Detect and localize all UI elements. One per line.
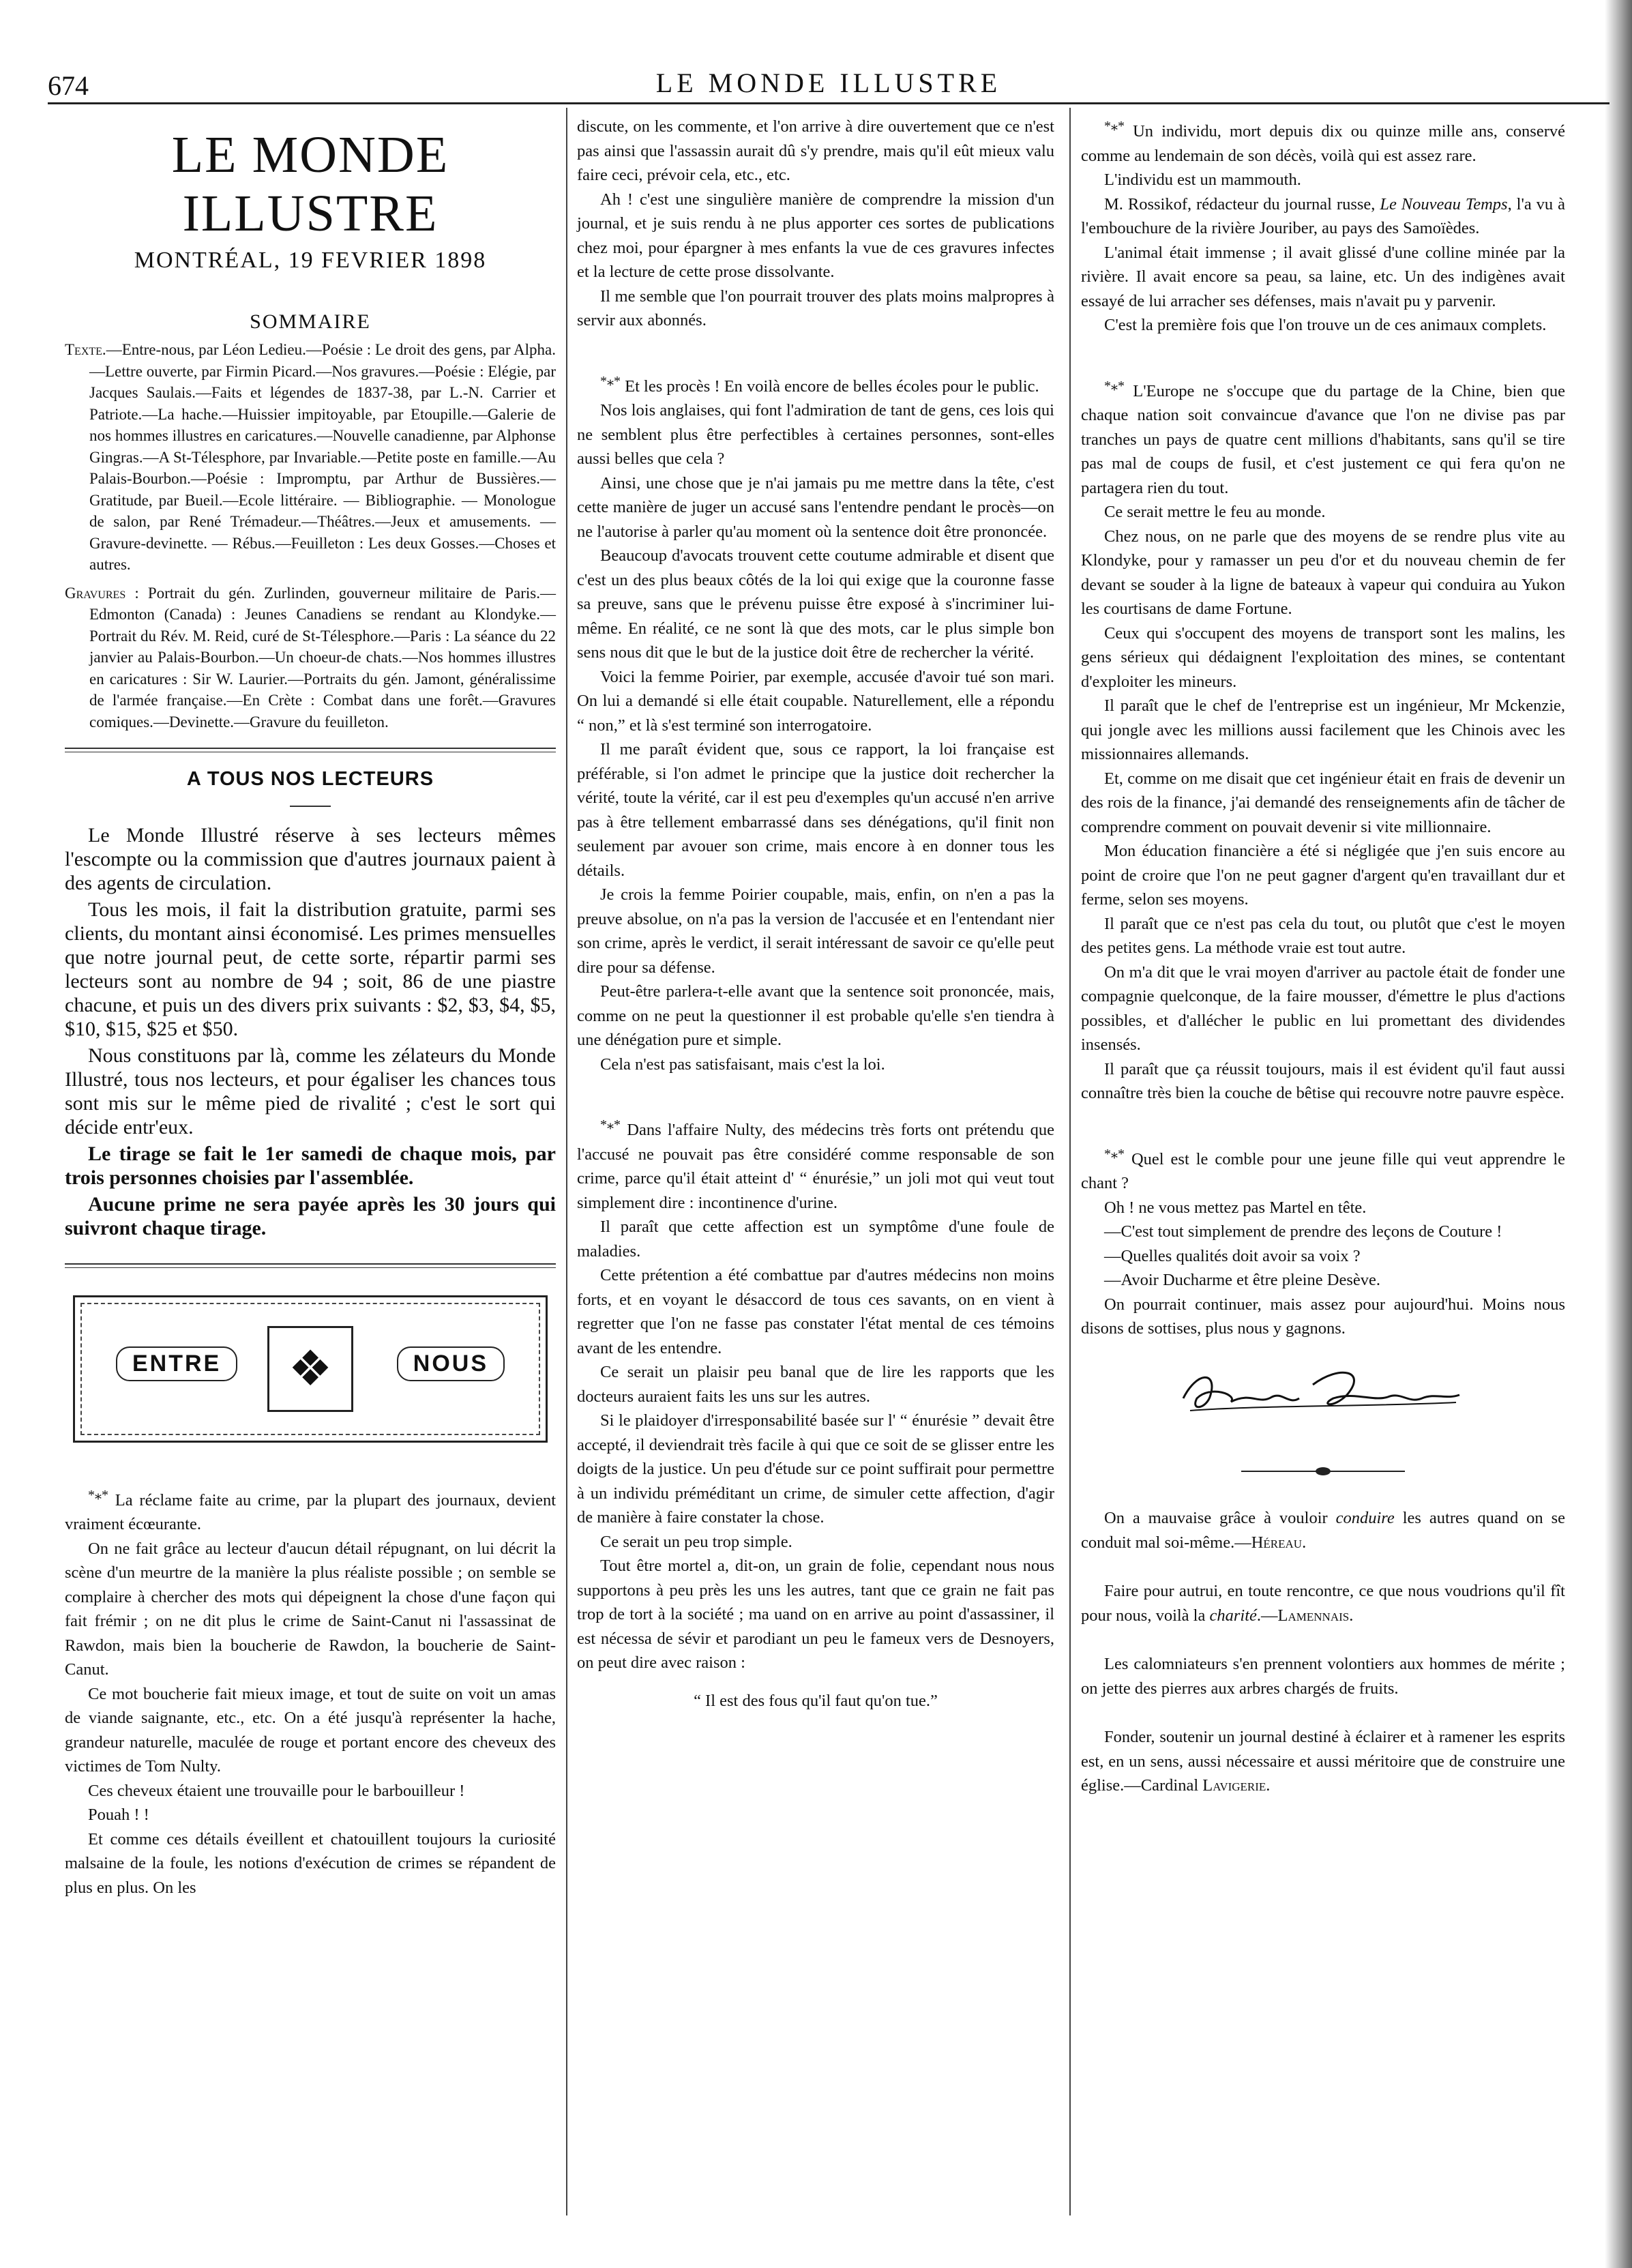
maxim: Fonder, soutenir un journal destiné à éclairer et à ramener les esprits est, en un sens, aussi nécessaire et aussi méritoire que de construire une église.—Cardinal Lavigerie. — [1081, 1728, 1565, 1795]
article-paragraph: Ah ! c'est une singulière manière de comprendre la mission d'un journal, et je suis rendu à ne plus apporter ces sortes de publications chez moi, pour épargner à mes enfants la vue de ces gravures infectes et la lecture de cette prose dissolvante. — [577, 190, 1054, 281]
maxim: On a mauvaise grâce à vouloir conduire les autres quand on se conduit mal soi-même.—Héreau. — [1081, 1509, 1565, 1552]
maxim-author: Lamennais. — [1277, 1606, 1354, 1625]
masthead-dateline: MONTRÉAL, 19 FEVRIER 1898 — [134, 248, 487, 273]
article-paragraph: On pourrait continuer, mais assez pour aujourd'hui. Moins nous disons de sottises, plus nous y gagnons. — [1081, 1295, 1565, 1338]
running-header — [48, 67, 1609, 101]
maxim: Faire pour autrui, en toute rencontre, ce que nous voudrions qu'il fît pour nous, voilà la charité.—Lamennais. — [1081, 1582, 1565, 1625]
article-paragraph: Il paraît que ce n'est pas cela du tout, ou plutôt que c'est le moyen des petites gens. La méthode vraie est tout autre. — [1081, 914, 1565, 958]
article-paragraph: Et, comme on me disait que cet ingénieur était en frais de devenir un des rois de la finance, j'ai demandé des renseignements afin de tâcher de comprendre comment on pouvait devenir si vite millionnaire. — [1081, 769, 1565, 836]
diamond-ornament-rule-icon — [1241, 1467, 1405, 1476]
article-paragraph: Il me paraît évident que, sous ce rapport, la loi française est préférable, si l'on admet le principe que la justice doit rechercher la vérité, toute la vérité, car il est peu d'exemples qu'un accusé n'en arrive pas à être tellement embarrassé dans ses dénégations, qu'il finit non seulement par avouer son crime, mais encore à en donner tous les détails. — [577, 740, 1054, 880]
article-paragraph: Il paraît que le chef de l'entreprise est un ingénieur, Mr Mckenzie, qui jongle avec les millions aussi facilement que les Chinois avec les missionnaires allemands. — [1081, 696, 1565, 764]
article-paragraph: Oh ! ne vous mettez pas Martel en tête. — [1104, 1198, 1367, 1217]
square-rosette-ornament-icon: ❖ — [267, 1326, 353, 1412]
article-paragraph: Il me semble que l'on pourrait trouver des plats moins malpropres à servir aux abonnés. — [577, 286, 1054, 329]
article-paragraph: Ce mot boucherie fait mieux image, et tout de suite on voit un amas de viande saignante, etc., etc. On a été jusqu'à représenter la hache, grandeur naturelle, maculée de rouge et portant encore des cheveux des victimes de Tom Nulty. — [65, 1684, 556, 1776]
article-paragraph: Ces cheveux étaient une trouvaille pour le barbouilleur ! — [88, 1781, 465, 1800]
lecteurs-title: A TOUS NOS LECTEURS — [186, 768, 434, 790]
article-paragraph: discute, on les commente, et l'on arrive à dire ouvertement que ce n'est pas ainsi que l'assassin aurait dû s'y prendre, mais qu'il eût mieux valu faire ceci, prévoir cela, etc., etc. — [577, 117, 1054, 184]
article-paragraph: M. Rossikof, rédacteur du journal russe, Le Nouveau Temps, l'a vu à l'embouchure de la rivière Jouriber, au pays des Samoïèdes. — [1081, 194, 1565, 238]
sommaire — [65, 339, 556, 733]
article-paragraph: *⁎* L'Europe ne s'occupe que du partage de la Chine, bien que chaque nation soit convaincue d'avance que l'on ne divise pas par tranches un pays de quatre cent millions d'habitants, sans qu'il se tire pas mal de coups de fusil, et c'est justement ce qui fera qu'on ne partagera rien du tout. — [1081, 378, 1566, 497]
section-rule — [65, 748, 556, 752]
page-edge-shadow — [1605, 0, 1632, 2268]
lecteurs-paragraph: Tous les mois, il fait la distribution gratuite, parmi ses clients, du montant ainsi économisé. Les primes mensuelles que notre journal peut, de cette sorte, répartir parmi ses lecteurs sont au nombre de 94 ; soit, 86 de une piastre chacune, et puis un des divers prix suivants : $2, $3, $4, $5, $10, $15, $25 et $50. — [65, 898, 556, 1040]
asterism-icon: *⁎* — [88, 1487, 108, 1503]
sommaire-texte: Texte.—Entre-nous, par Léon Ledieu.—Poésie : Le droit des gens, par Alpha.—Lettre ouverte, par Firmin Picard.—Nos gravures.—Poésie : Elégie, par Jacques Saulais.—Faits et légendes de 1837-38, par L.-N. Carrier et Patriote.—La hache.—Huissier impitoyable, par Etoupille.—Galerie de nos hommes illustres en caricatures.—Nouvelle canadienne, par Alphonse Gingras.—A St-Télesphore, par Invariable.—Petite poste en famille.—Au Palais-Bourbon.—Poésie : Impromptu, par Arthur de Bussières.—Gratitude, par Bueil.—Ecole littéraire. — Bibliographie. — Monologue de salon, par René Trémadeur.—Théâtres.—Jeux et amusements. — Gravure-devinette. — Rébus.—Feuilleton : Les deux Gosses.—Choses et autres. — [65, 341, 556, 573]
article-paragraph: On m'a dit que le vrai moyen d'arriver au pactole était de fonder une compagnie quelconque, de la faire mousser, d'émettre le plus d'actions possibles, et d'allécher le public en lui promettant des dividendes insensés. — [1081, 962, 1565, 1055]
lecteurs-paragraph: Nous constituons par là, comme les zélateurs du Monde Illustré, tous nos lecteurs, et pour égaliser les chances tous sont mis sur le même pied de rivalité ; c'est le sort qui décide entr'eux. — [65, 1044, 556, 1138]
article-paragraph: Il paraît que cette affection est un symptôme d'une foule de maladies. — [577, 1218, 1054, 1261]
lecteurs-notice — [65, 823, 556, 1240]
article-paragraph: Ce serait un plaisir peu banal que de lire les rapports que les docteurs auraient faits les uns sur les autres. — [577, 1363, 1054, 1406]
article-paragraph: *⁎* Et les procès ! En voilà encore de belles écoles pour le public. — [600, 373, 1039, 396]
article-paragraph: Chez nous, on ne parle que des moyens de se rendre plus vite au Klondyke, pour y ramasser un peu d'or et du nouveau chemin de fer devant se souder à la ligne de bateaux à vapeur qui conduira au Yukon les courtisans de dame Fortune. — [1081, 527, 1565, 619]
column-divider — [1069, 108, 1071, 2215]
column-1 — [65, 115, 556, 1900]
article-paragraph: Ce serait un peu trop simple. — [600, 1532, 792, 1551]
section-rule — [65, 1263, 556, 1268]
article-section-europe — [1081, 374, 1565, 1106]
article-section-proces — [577, 370, 1054, 1077]
asterism-icon: *⁎* — [1104, 119, 1125, 134]
article-paragraph: —C'est tout simplement de prendre des leçons de Couture ! — [1104, 1222, 1502, 1241]
article-paragraph: Tout être mortel a, dit-on, un grain de folie, cependant nous nous supportons à peu près les uns les autres, tant que ce grain ne fait pas trop de tort à la société ; ma uand on en arrive au point d'assassiner, il est nécessa de sévir et parodiant un peu le fameux vers de Desnoyers, on peut dire avec raison : — [577, 1557, 1054, 1673]
article-paragraph: Ce serait mettre le feu au monde. — [1104, 503, 1326, 522]
article-paragraph: C'est la première fois que l'on trouve un de ces animaux complets. — [1104, 316, 1547, 335]
lecteurs-paragraph: Le Monde Illustré réserve à ses lecteurs mêmes l'escompte ou la commission que d'autres journaux paient à des agents de circulation. — [65, 823, 556, 894]
sommaire-heading: SOMMAIRE — [250, 310, 371, 333]
verse-quote: “ Il est des fous qu'il faut qu'on tue.” — [694, 1691, 938, 1710]
maxim-author: Lavigerie. — [1202, 1776, 1271, 1795]
page-number: 674 — [48, 70, 89, 101]
entre-nous-banner — [73, 1295, 548, 1443]
article-paragraph: —Quelles qualités doit avoir sa voix ? — [1104, 1246, 1361, 1265]
asterism-icon: *⁎* — [600, 373, 621, 389]
article-section-nulty — [577, 1113, 1054, 1713]
entre-label: ENTRE — [116, 1346, 237, 1382]
article-paragraph: *⁎* Dans l'affaire Nulty, des médecins très forts ont prétendu que l'accusé ne pouvait pas être considéré comme responsable de son crime, parce qu'il était atteint d' “ énurésie,” un joli mot qui veut tout simplement dire : incontinence d'urine. — [577, 1117, 1054, 1212]
sommaire-gravures-label: Gravures — [65, 584, 126, 602]
short-rule — [290, 806, 331, 807]
asterism-icon: *⁎* — [1104, 378, 1125, 394]
article-paragraph: *⁎* Un individu, mort depuis dix ou quinze mille ans, conservé comme au lendemain de son décès, voilà qui est assez rare. — [1081, 119, 1566, 165]
article-paragraph: Voici la femme Poirier, par exemple, accusée d'avoir tué son mari. On lui a demandé si elle était coupable. Naturellement, elle a répondu “ non,” et là s'est terminé son interrogatoire. — [577, 667, 1054, 735]
article-paragraph: —Avoir Ducharme et être pleine Desève. — [1104, 1271, 1380, 1290]
article-paragraph: Mon éducation financière a été si négligée que j'en suis encore au point de croire que l'on ne peut gagner d'argent qu'en travaillant dur et ferme, selon ses moyens. — [1081, 842, 1565, 909]
article-paragraph: Ainsi, une chose que je n'ai jamais pu me mettre dans la tête, c'est cette manière de juger un accusé sans l'entendre pendant le procès—on ne l'autorise à parler qu'au moment où la sentence doit être prononcée. — [577, 473, 1054, 541]
lecteurs-paragraph: Le tirage se fait le 1er samedi de chaque mois, par trois personnes choisies par l'assemblée. — [65, 1142, 556, 1189]
running-title: LE MONDE ILLUSTRE — [655, 68, 1002, 98]
article-paragraph: L'individu est un mammouth. — [1104, 171, 1301, 190]
article-section-comble — [1081, 1143, 1565, 1341]
article-paragraph: Il paraît que ça réussit toujours, mais il est évident qu'il faut aussi connaître très bien la couche de bêtise qui recouvre notre pauvre espèce. — [1081, 1059, 1565, 1103]
article-paragraph: Et comme ces détails éveillent et chatouillent toujours la curiosité malsaine de la foule, les notions d'exécution de crimes se répandent de plus en plus. On les — [65, 1829, 556, 1897]
article-paragraph: Ceux qui s'occupent des moyens de transport sont les malins, les gens sérieux qui dédaignent l'exploitation des mines, se contentant d'exploiter les mineurs. — [1081, 623, 1565, 691]
asterism-icon: *⁎* — [1104, 1146, 1125, 1162]
article-paragraph: Nos lois anglaises, qui font l'admiration de tant de gens, ces lois qui ne semblent plus être perfectibles à certaines personnes, sont-elles aussi belles que cela ? — [577, 401, 1054, 469]
maxim-author: Héreau. — [1251, 1533, 1307, 1552]
lecteurs-paragraph: Aucune prime ne sera payée après les 30 jours qui suivront chaque tirage. — [65, 1192, 556, 1239]
article-paragraph: Je crois la femme Poirier coupable, mais, enfin, on n'en a pas la preuve absolue, on n'a pas la version de l'accusée et en l'entendant nier son crime, après le verdict, il serait intéressant de savoir ce qu'elle peut dire pour sa défense. — [577, 885, 1054, 977]
nous-label: NOUS — [397, 1346, 505, 1382]
article-paragraph: Beaucoup d'avocats trouvent cette coutume admirable et disent que c'est un des plus beaux côtés de la loi qui exige que la couronne fasse sa preuve, sans que le prévenu puisse être exposé à s'incriminer lui-même. En réalité, ce ne sont là que des mots, car le plus simple bon sens nous dit que le but de la justice doit être de rechercher la vérité. — [577, 546, 1054, 662]
asterism-icon: *⁎* — [600, 1117, 621, 1133]
article-paragraph: *⁎* La réclame faite au crime, par la plupart des journaux, devient vraiment écœurante. — [65, 1487, 556, 1534]
article-paragraph: L'animal était immense ; il avait glissé d'une colline minée par la rivière. Il avait encore sa peau, sa laine, etc. Un des indigènes avait essayé de lui arracher ses défenses, mais n'avait pu y parvenir. — [1081, 243, 1565, 310]
article-paragraph: Peut-être parlera-t-elle avant que la sentence soit prononcée, mais, comme on ne peut la questionner il est probable qu'elle s'en tiendra à une dénégation pure et simple. — [577, 982, 1054, 1050]
column-3 — [1081, 115, 1565, 1798]
sommaire-texte-label: Texte. — [65, 341, 106, 358]
header-rule — [48, 102, 1609, 104]
masthead-title: LE MONDE ILLUSTRE — [171, 126, 449, 242]
maxim: Les calomniateurs s'en prennent volontiers aux hommes de mérite ; on jette des pierres aux arbres chargés de fruits. — [1081, 1655, 1565, 1698]
column-divider — [566, 108, 567, 2215]
column-2 — [577, 115, 1054, 1713]
article-paragraph: Cela n'est pas satisfaisant, mais c'est la loi. — [600, 1055, 885, 1074]
article-paragraph: *⁎* Quel est le comble pour une jeune fille qui veut apprendre le chant ? — [1081, 1146, 1566, 1193]
article-paragraph: Cette prétention a été combattue par d'autres médecins non moins forts, et en voyant le désaccord de tous ces savants, on en vient à regretter que l'on ne fasse pas constater l'état mental de ces témoins avant de les entendre. — [577, 1266, 1054, 1357]
sommaire-gravures: Gravures : Portrait du gén. Zurlinden, gouverneur militaire de Paris.—Edmonton (Canada) : Jeunes Canadiens se rendant au Klondyke.—Portrait du Rév. M. Reid, curé de St-Télesphore.—Paris : La séance du 22 janvier au Palais-Bourbon.—Un choeur-de chats.—Nos hommes illustres en caricatures : Sir W. Laurier.—Portraits du gén. Jamont, généralissime de l'armée française.—En Crète : Combat dans une forêt.—Gravures comiques.—Devinette.—Gravure du feuilleton. — [65, 584, 556, 731]
article-paragraph: On ne fait grâce au lecteur d'aucun détail répugnant, on lui décrit la scène d'un meurtre de la manière la plus réaliste possible ; on semble se complaire à chercher des mots qui dépeignent la chose d'une façon qui fait frémir ; on ne dit plus le crime de Saint-Canut ni l'assassinat de Rawdon, mais bien la boucherie de Rawdon, la boucherie de Saint-Canut. — [65, 1539, 556, 1679]
handwritten-signature — [1170, 1357, 1470, 1426]
article-paragraph: Pouah ! ! — [88, 1806, 149, 1825]
article-paragraph: Si le plaidoyer d'irresponsabilité basée sur l' “ énurésie ” devait être accepté, il deviendrait très facile à qui que ce soit de se glisser entre les doigts de la justice. Un peu d'étude sur ce point suffirait pour permettre à un individu préméditant un crime, de simuler cette affection, d'agir de manière à faire constater la chose. — [577, 1411, 1054, 1527]
